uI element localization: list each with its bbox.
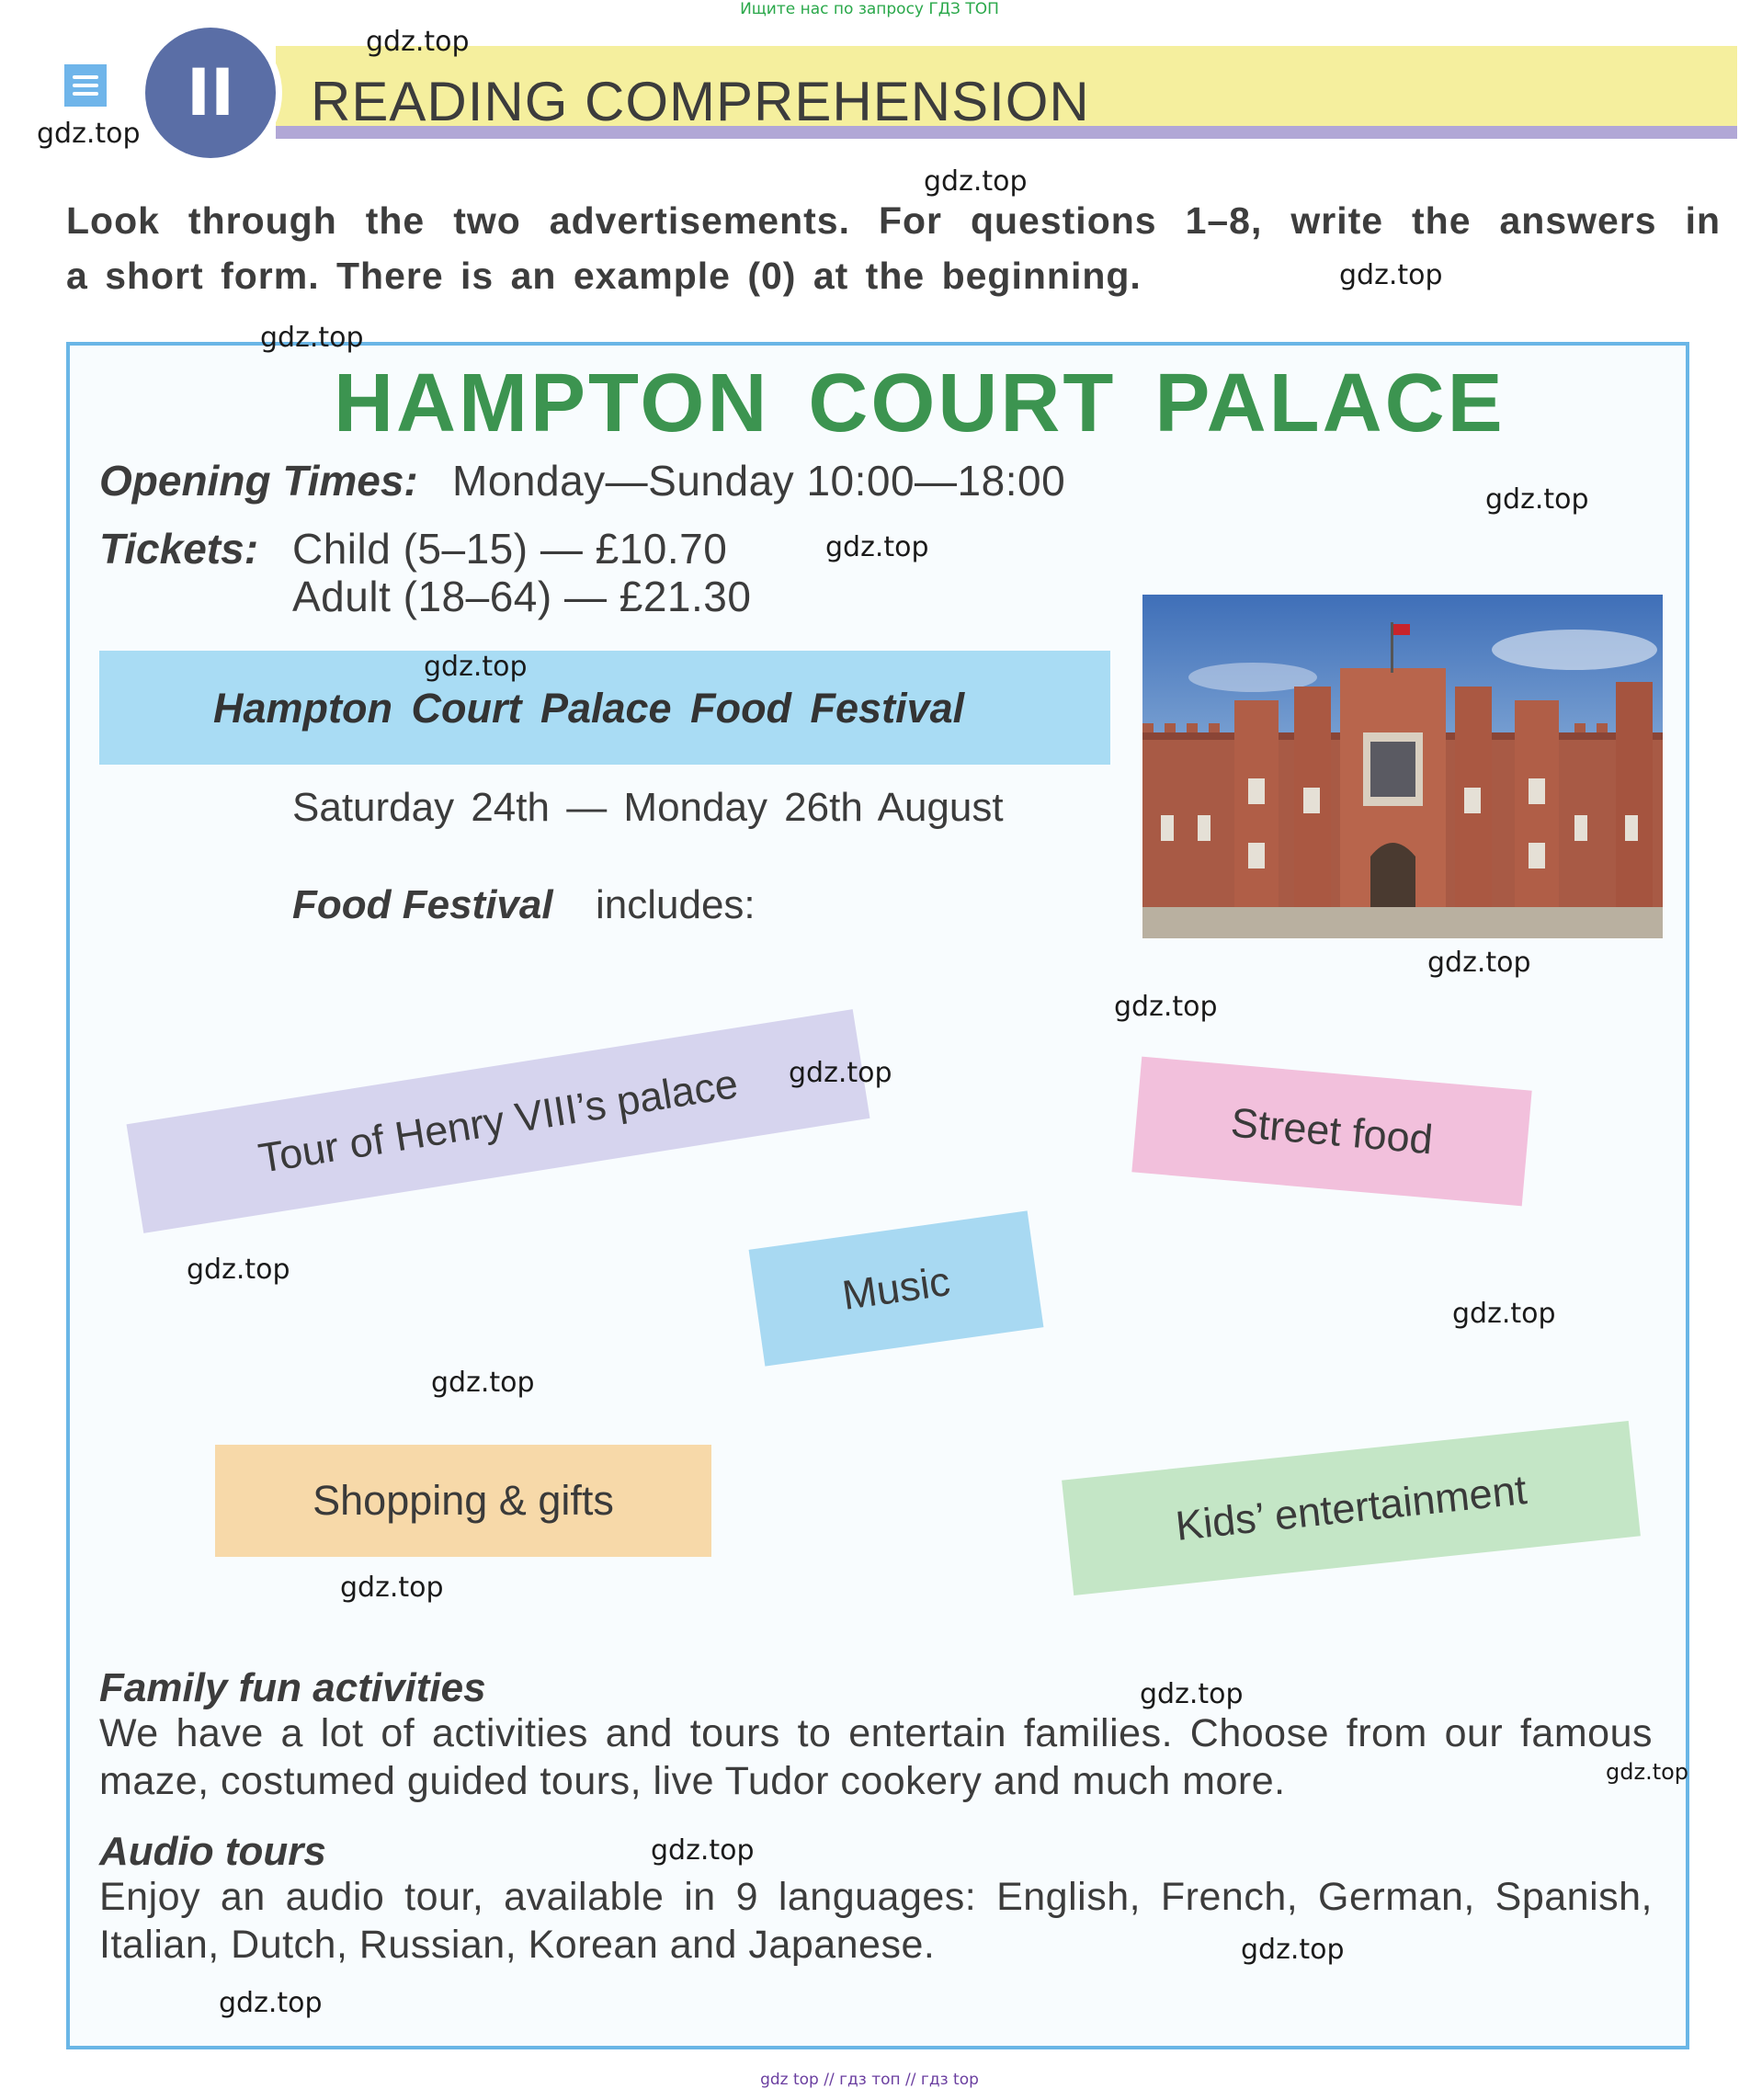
watermark: gdz.top [187,1254,290,1286]
watermark: gdz.top [1452,1298,1556,1330]
ticket-adult: Adult (18–64) — £21.30 [292,573,752,620]
instructions-line-2: a short form. There is an example (0) at the beginning. [66,255,1142,297]
instructions-line-1: Look through the two advertisements. For questions 1–8, write the answers in [66,199,1721,242]
watermark: gdz.top [37,118,141,150]
watermark: gdz.top [1140,1678,1244,1710]
tag-shopping-label: Shopping & gifts [313,1477,614,1524]
watermark: gdz.top [260,322,364,354]
festival-dates: Saturday 24th — Monday 26th August [292,785,1004,830]
palace-photo [1142,595,1663,938]
section-title: READING COMPREHENSION [311,71,1090,132]
festival-includes-label: Food Festival [292,882,553,927]
opening-times-label: Opening Times: [99,457,418,505]
tickets-label: Tickets: [99,525,259,573]
tag-street-food-label: Street food [1229,1098,1435,1164]
festival-title: Hampton Court Palace Food Festival [213,685,965,732]
watermark: gdz.top [1606,1759,1689,1785]
watermark: gdz.top [651,1834,755,1867]
watermark: gdz.top [366,26,470,58]
family-fun-text: We have a lot of activities and tours to entertain families. Choose from our famous maze, costumed guided tours, live Tudor cookery and much more. [99,1711,1653,1803]
bottom-footer-note: gdz top // гдз топ // гдз top [760,2071,979,2089]
watermark: gdz.top [1427,947,1531,979]
tag-shopping-gifts [215,1445,711,1557]
section-number-badge [145,28,276,158]
watermark: gdz.top [1114,991,1218,1023]
watermark: gdz.top [789,1057,892,1089]
watermark: gdz.top [340,1572,444,1604]
tag-tour-label: Tour of Henry VIII’s palace [255,1060,742,1182]
watermark: gdz.top [424,651,528,683]
family-fun-heading: Family fun activities [99,1665,486,1710]
ad-title: HAMPTON COURT PALACE [334,358,1506,449]
menu-icon[interactable] [64,64,107,107]
watermark: gdz.top [431,1367,535,1399]
audio-tours-text: Enjoy an audio tour, available in 9 languages: English, French, German, Spanish, Italian, Dutch, Russian, Korean and Japanese. [99,1875,1653,1967]
section-number: II [186,55,235,131]
watermark: gdz.top [1485,483,1589,516]
opening-times-value: Monday—Sunday 10:00—18:00 [452,457,1066,505]
watermark: gdz.top [1339,259,1443,291]
festival-includes-text: includes: [596,882,756,927]
watermark: gdz.top [825,531,929,563]
watermark: gdz.top [1241,1934,1345,1966]
watermark: gdz.top [219,1987,323,2019]
watermark: gdz.top [924,165,1028,198]
ticket-child: Child (5–15) — £10.70 [292,525,728,573]
top-search-note: Ищите нас по запросу ГДЗ ТОП [740,0,999,18]
audio-tours-heading: Audio tours [99,1829,326,1874]
tag-music-label: Music [839,1257,953,1319]
tag-kids-label: Kids’ entertainment [1173,1466,1529,1549]
